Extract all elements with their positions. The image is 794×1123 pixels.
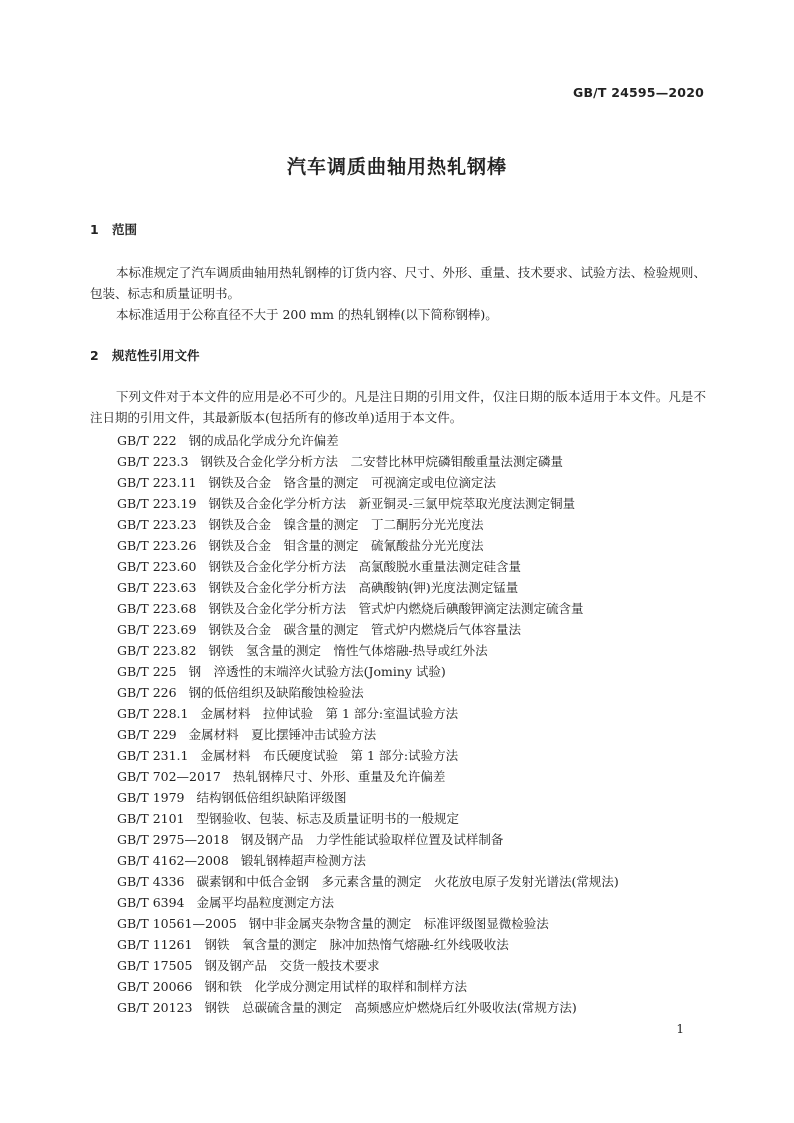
reference-title: 钢铁及合金 钼含量的测定 硫氰酸盐分光光度法 [208,538,484,553]
reference-title: 钢的低倍组织及缺陷酸蚀检验法 [188,685,364,700]
reference-item [117,682,619,703]
reference-code: GB/T 6394 [117,895,185,910]
reference-item [117,976,619,997]
reference-item [117,661,619,682]
reference-item [117,997,619,1018]
reference-item [117,766,619,787]
reference-title: 钢铁 氧含量的测定 脉冲加热惰气熔融-红外线吸收法 [204,937,509,952]
reference-item [117,871,619,892]
standard-number: GB/T 24595—2020 [572,85,704,100]
reference-code: GB/T 223.69 [117,622,197,637]
reference-item [117,955,619,976]
reference-title: 钢铁及合金化学分析方法 二安替比林甲烷磷钼酸重量法测定磷量 [200,454,563,469]
reference-title: 金属材料 布氏硬度试验 第 1 部分:试验方法 [200,748,459,763]
section-number: 2 [90,348,99,363]
reference-title: 钢 淬透性的末端淬火试验方法(Jominy 试验) [188,664,446,679]
reference-title: 钢铁及合金化学分析方法 高碘酸钠(钾)光度法测定锰量 [208,580,519,595]
reference-item [117,556,619,577]
section-heading-text: 规范性引用文件 [112,348,200,363]
reference-code: GB/T 20123 [117,1000,193,1015]
reference-item [117,430,619,451]
reference-item [117,619,619,640]
reference-item [117,451,619,472]
reference-title: 结构钢低倍组织缺陷评级图 [196,790,347,805]
document-title: 汽车调质曲轴用热轧钢棒 [286,156,507,178]
reference-title: 钢中非金属夹杂物含量的测定 标准评级图显微检验法 [248,916,549,931]
reference-code: GB/T 225 [117,664,177,679]
reference-item [117,514,619,535]
reference-item [117,808,619,829]
reference-title: 钢及钢产品 力学性能试验取样位置及试样制备 [240,832,504,847]
section-1-heading [90,220,137,238]
reference-code: GB/T 223.11 [117,475,197,490]
reference-item [117,934,619,955]
reference-item [117,577,619,598]
reference-code: GB/T 2101 [117,811,185,826]
reference-code: GB/T 223.26 [117,538,197,553]
reference-item [117,913,619,934]
reference-code: GB/T 231.1 [117,748,189,763]
reference-item [117,703,619,724]
reference-item [117,745,619,766]
reference-title: 钢铁及合金化学分析方法 管式炉内燃烧后碘酸钾滴定法测定硫含量 [208,601,584,616]
reference-code: GB/T 223.82 [117,643,197,658]
section-2-heading [90,346,200,364]
reference-code: GB/T 223.60 [117,559,197,574]
reference-title: 型钢验收、包装、标志及质量证明书的一般规定 [196,811,460,826]
reference-title: 钢铁及合金 铬含量的测定 可视滴定或电位滴定法 [208,475,496,490]
reference-title: 钢铁及合金 镍含量的测定 丁二酮肟分光光度法 [208,517,484,532]
reference-title: 金属材料 夏比摆锤冲击试验方法 [188,727,377,742]
reference-title: 热轧钢棒尺寸、外形、重量及允许偏差 [232,769,446,784]
reference-code: GB/T 2975—2018 [117,832,229,847]
reference-code: GB/T 228.1 [117,706,189,721]
reference-title: 金属平均晶粒度测定方法 [196,895,335,910]
reference-code: GB/T 10561—2005 [117,916,237,931]
reference-code: GB/T 222 [117,433,177,448]
reference-item [117,472,619,493]
reference-title: 钢铁及合金化学分析方法 高氯酸脱水重量法测定硅含量 [208,559,521,574]
reference-title: 钢及钢产品 交货一般技术要求 [204,958,380,973]
reference-code: GB/T 702—2017 [117,769,221,784]
reference-title: 钢铁 氢含量的测定 惰性气体熔融-热导或红外法 [208,643,488,658]
reference-item [117,640,619,661]
reference-item [117,829,619,850]
reference-code: GB/T 11261 [117,937,193,952]
reference-code: GB/T 226 [117,685,177,700]
reference-code: GB/T 4162—2008 [117,853,229,868]
section-2-intro: 下列文件对于本文件的应用是必不可少的。凡是注日期的引用文件，仅注日期的版本适用于本文件。凡是不注日期的引用文件，其最新版本(包括所有的修改单)适用于本文件。 [90,389,706,425]
section-1-paragraph-2: 本标准适用于公称直径不大于 200 mm 的热轧钢棒(以下简称钢棒)。 [116,307,498,322]
reference-code: GB/T 223.19 [117,496,197,511]
reference-item [117,724,619,745]
reference-code: GB/T 4336 [117,874,185,889]
reference-item [117,850,619,871]
page-number: 1 [676,1022,684,1036]
section-number: 1 [90,222,99,237]
reference-code: GB/T 223.23 [117,517,197,532]
reference-title: 金属材料 拉伸试验 第 1 部分:室温试验方法 [200,706,459,721]
reference-code: GB/T 223.68 [117,601,197,616]
reference-code: GB/T 229 [117,727,177,742]
section-1-paragraph-1: 本标准规定了汽车调质曲轴用热轧钢棒的订货内容、尺寸、外形、重量、技术要求、试验方法、检验规则、包装、标志和质量证明书。 [90,265,706,301]
normative-references-list [117,430,619,1018]
reference-title: 钢和铁 化学成分测定用试样的取样和制样方法 [204,979,467,994]
reference-item [117,892,619,913]
reference-code: GB/T 1979 [117,790,185,805]
reference-item [117,598,619,619]
reference-title: 碳素钢和中低合金钢 多元素含量的测定 火花放电原子发射光谱法(常规法) [196,874,619,889]
reference-item [117,493,619,514]
reference-code: GB/T 17505 [117,958,193,973]
section-heading-text: 范围 [112,222,138,237]
reference-title: 钢铁及合金化学分析方法 新亚铜灵-三氯甲烷萃取光度法测定铜量 [208,496,576,511]
reference-title: 钢的成品化学成分允许偏差 [188,433,339,448]
reference-code: GB/T 223.63 [117,580,197,595]
reference-item [117,787,619,808]
reference-title: 钢铁及合金 碳含量的测定 管式炉内燃烧后气体容量法 [208,622,521,637]
reference-code: GB/T 20066 [117,979,193,994]
reference-title: 钢铁 总碳硫含量的测定 高频感应炉燃烧后红外吸收法(常规方法) [204,1000,577,1015]
reference-code: GB/T 223.3 [117,454,189,469]
reference-item [117,535,619,556]
reference-title: 锻轧钢棒超声检测方法 [240,853,366,868]
